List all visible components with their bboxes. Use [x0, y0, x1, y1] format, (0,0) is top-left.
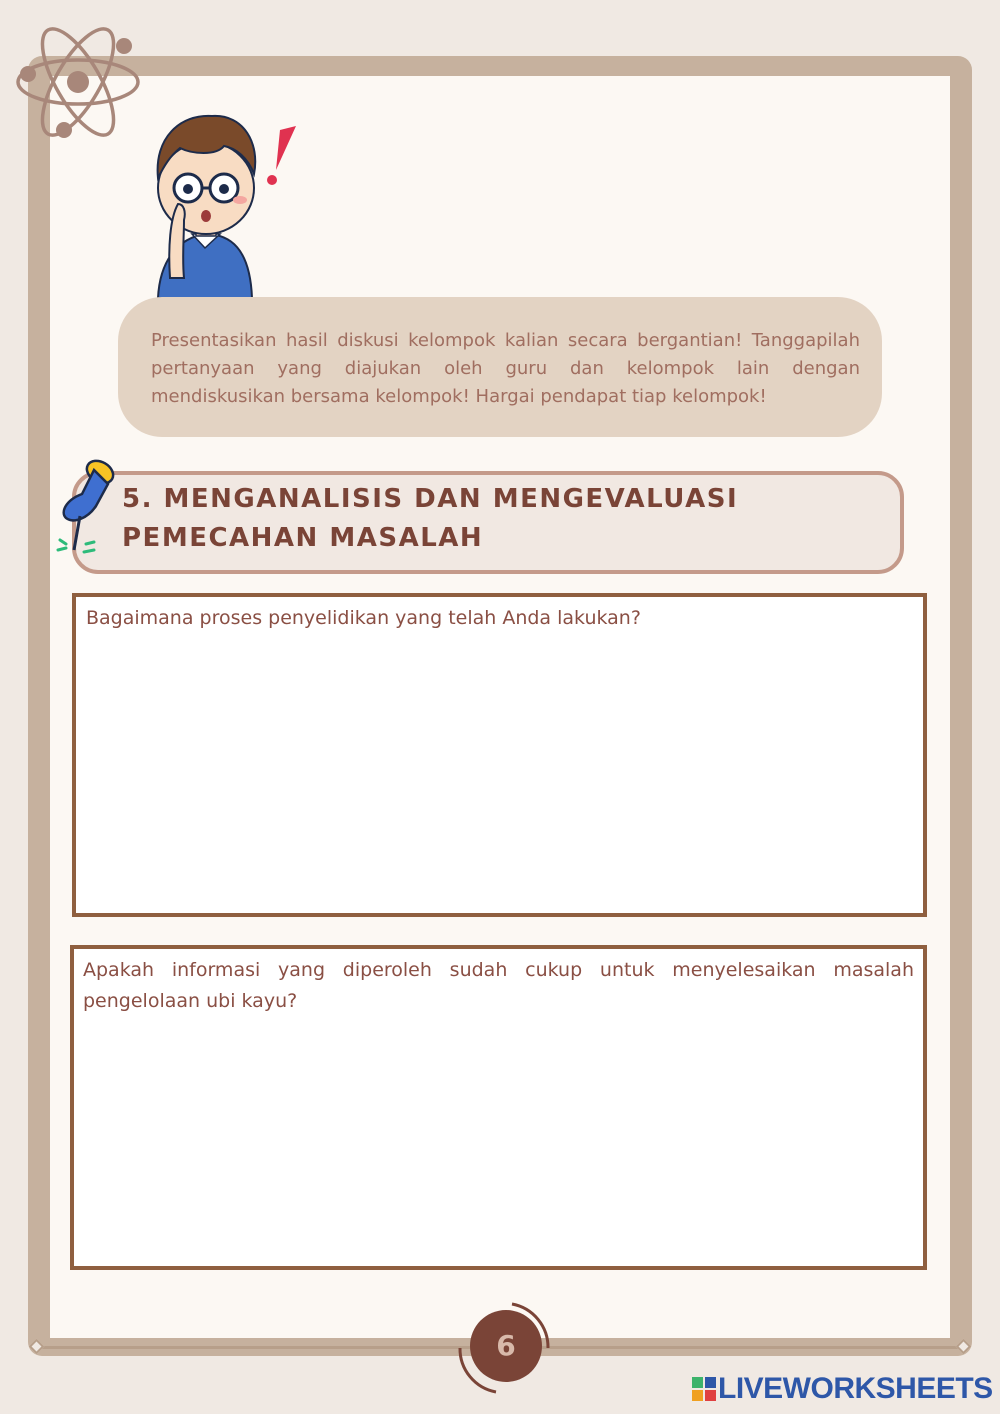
answer-field-2[interactable] — [80, 1027, 917, 1260]
instruction-box — [118, 297, 882, 437]
question-box-1 — [72, 593, 927, 917]
atom-icon — [14, 22, 140, 144]
brand-text: LIVEWORKSHEETS — [718, 1372, 993, 1405]
question-text-1: Bagaimana proses penyelidikan yang telah Anda lakukan? — [86, 607, 641, 629]
brand-watermark — [692, 1373, 993, 1405]
thinking-boy-illustration — [140, 108, 305, 298]
instruction-text: Presentasikan hasil diskusi kelompok kalian secara bergantian! Tanggapilah pertanyaan yang diajukan oleh guru dan kelompok lain dengan mendiskusikan bersama kelompok! Hargai pendapat tiap kelompok! — [151, 330, 860, 407]
section-title: 5. MENGANALISIS DAN MENGEVALUASI PEMECAHAN MASALAH — [122, 484, 739, 553]
answer-field-1[interactable] — [82, 645, 917, 907]
page-number: 6 — [470, 1310, 542, 1382]
question-text-2: Apakah informasi yang diperoleh sudah cukup untuk menyelesaikan masalah pengelolaan ubi kayu? — [83, 959, 914, 1012]
question-box-2 — [70, 945, 927, 1270]
liveworksheets-logo-icon — [692, 1377, 716, 1401]
push-pin-icon — [54, 456, 124, 560]
